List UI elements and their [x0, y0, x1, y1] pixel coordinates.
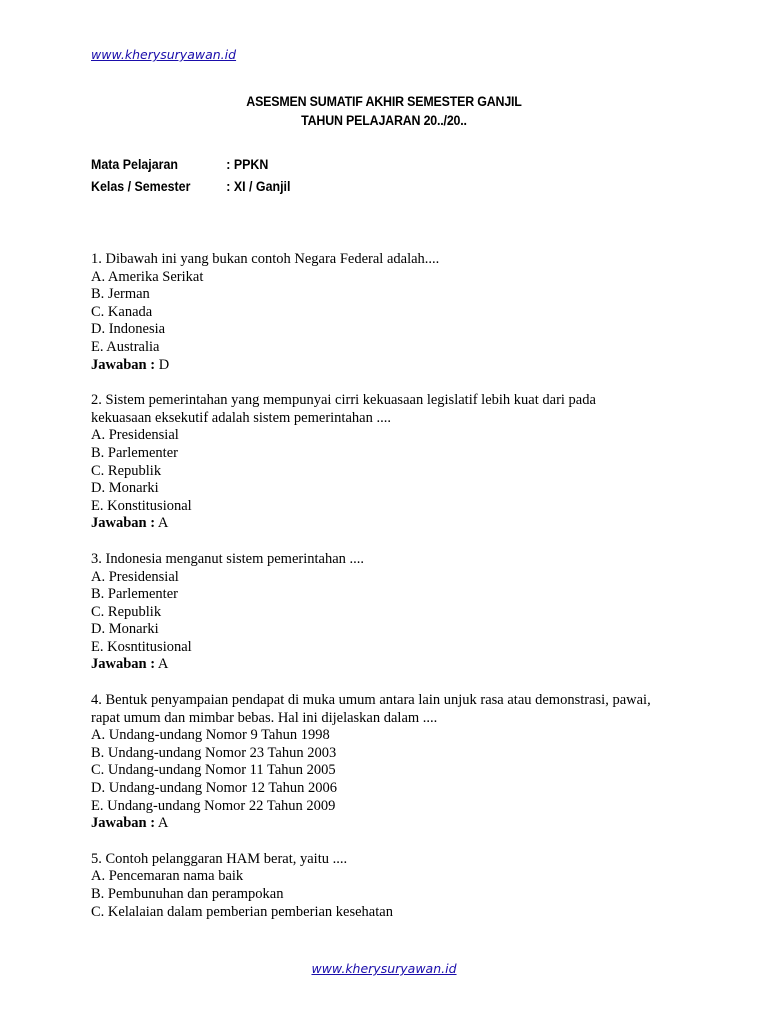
answer-option: B. Undang-undang Nomor 23 Tahun 2003: [91, 744, 337, 761]
answer-option: E. Kosntitusional: [91, 638, 192, 655]
answer-label: Jawaban :: [91, 356, 156, 373]
question-block: [91, 692, 691, 833]
question-list: [91, 251, 691, 939]
question-block: [91, 392, 691, 533]
answer-option: D. Indonesia: [91, 321, 166, 338]
answer-option: C. Kelalaian dalam pemberian pemberian kesehatan: [91, 903, 393, 920]
answer-label: Jawaban :: [91, 815, 156, 832]
footer-website-link[interactable]: www.kherysuryawan.id: [311, 961, 457, 976]
answer-key: [91, 656, 691, 674]
class-row: [91, 179, 290, 194]
answer-key: [91, 515, 691, 533]
header-website-link[interactable]: www.kherysuryawan.id: [91, 47, 237, 62]
question-text: 3. Indonesia menganut sistem pemerintahan ....: [91, 550, 365, 567]
question-text: 2. Sistem pemerintahan yang mempunyai cirri kekuasaan legislatif lebih kuat dari pada: [91, 392, 596, 409]
answer-option: C. Republik: [91, 603, 162, 620]
footer-link-row: [0, 961, 768, 976]
question-text: rapat umum dan mimbar bebas. Hal ini dijelaskan dalam ....: [91, 709, 438, 726]
answer-label: Jawaban :: [91, 515, 156, 532]
answer-option: A. Pencemaran nama baik: [91, 868, 244, 885]
answer-option: B. Pembunuhan dan perampokan: [91, 886, 284, 902]
question-block: [91, 851, 691, 921]
document-subtitle: TAHUN PELAJARAN 20../20..: [301, 113, 467, 128]
answer-value: A: [157, 656, 169, 673]
answer-option: A. Undang-undang Nomor 9 Tahun 1998: [91, 727, 330, 744]
answer-value: A: [157, 815, 169, 832]
subject-value: : PPKN: [226, 157, 269, 172]
class-label: Kelas / Semester: [91, 179, 191, 194]
answer-option: D. Monarki: [91, 480, 159, 497]
answer-option: B. Parlementer: [91, 586, 178, 603]
answer-value: D: [158, 356, 170, 373]
answer-option: C. Republik: [91, 462, 162, 479]
question-block: [91, 251, 691, 374]
answer-option: E. Undang-undang Nomor 22 Tahun 2009: [91, 797, 336, 814]
answer-key: [91, 357, 691, 375]
answer-option: D. Monarki: [91, 621, 159, 638]
class-value: : XI / Ganjil: [226, 179, 291, 194]
answer-option: A. Presidensial: [91, 568, 179, 585]
answer-key: [91, 815, 691, 833]
answer-option: A. Presidensial: [91, 427, 179, 444]
answer-value: A: [157, 515, 169, 532]
question-text: 4. Bentuk penyampaian pendapat di muka umum antara lain unjuk rasa atau demonstrasi, pawai,: [91, 692, 651, 709]
answer-option: D. Undang-undang Nomor 12 Tahun 2006: [91, 780, 337, 797]
question-text: kekuasaan eksekutif adalah sistem pemerintahan ....: [91, 409, 391, 426]
answer-label: Jawaban :: [91, 656, 156, 673]
answer-option: B. Parlementer: [91, 444, 178, 461]
question-text: 1. Dibawah ini yang bukan contoh Negara Federal adalah....: [91, 251, 440, 267]
answer-option: A. Amerika Serikat: [91, 268, 204, 285]
answer-option: B. Jerman: [91, 286, 150, 303]
answer-option: E. Konstitusional: [91, 497, 192, 514]
subject-row: [91, 157, 268, 172]
subject-label: Mata Pelajaran: [91, 157, 178, 172]
answer-option: E. Australia: [91, 338, 160, 355]
question-text: 5. Contoh pelanggaran HAM berat, yaitu ....: [91, 850, 348, 867]
answer-option: C. Kanada: [91, 303, 153, 320]
question-block: [91, 551, 691, 674]
document-title: ASESMEN SUMATIF AKHIR SEMESTER GANJIL: [246, 94, 522, 109]
answer-option: C. Undang-undang Nomor 11 Tahun 2005: [91, 762, 336, 779]
